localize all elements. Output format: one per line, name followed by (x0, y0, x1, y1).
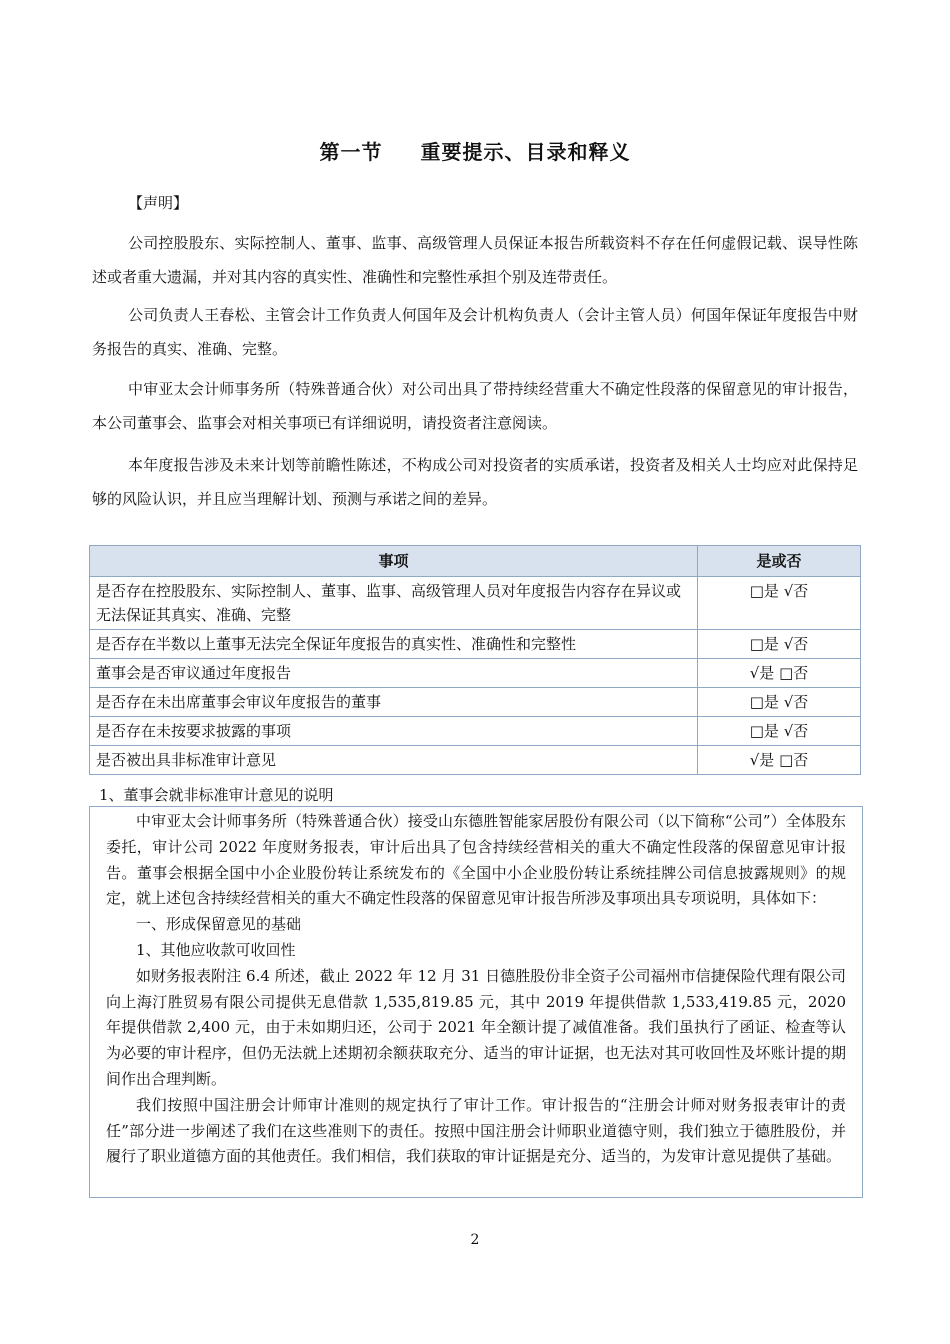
explanation-paragraph: 我们按照中国注册会计师审计准则的规定执行了审计工作。审计报告的“注册会计师对财务报表审计的责任”部分进一步阐述了我们在这些准则下的责任。按照中国注册会计师职业道德守则，我们独立于德胜股份，并履行了职业道德方面的其他责任。我们相信，我们获取的审计证据是充分、适当的，为发审计意见提供了基础。 (106, 1095, 846, 1166)
table-row (90, 659, 861, 688)
table-row (90, 630, 861, 659)
row-item: 是否存在控股股东、实际控制人、董事、监事、高级管理人员对年度报告内容存在异议或无法保证其真实、准确、完整 (90, 577, 698, 630)
row-answer: □是 √否 (698, 688, 861, 717)
explanation-label: 1、董事会就非标准审计意见的说明 (99, 786, 334, 804)
table-header-row (90, 546, 861, 577)
row-item: 是否存在未出席董事会审议年度报告的董事 (90, 688, 698, 717)
table-row (90, 688, 861, 717)
row-answer: □是 √否 (698, 630, 861, 659)
row-item: 是否被出具非标准审计意见 (90, 746, 698, 775)
declaration-paragraph: 本年度报告涉及未来计划等前瞻性陈述，不构成公司对投资者的实质承诺，投资者及相关人士均应对此保持足够的风险认识，并且应当理解计划、预测与承诺之间的差异。 (92, 456, 858, 508)
declaration-paragraph: 公司负责人王春松、主管会计工作负责人何国年及会计机构负责人（会计主管人员）何国年保证年度报告中财务报告的真实、准确、完整。 (92, 306, 858, 358)
table-row (90, 746, 861, 775)
explanation-paragraph: 中审亚太会计师事务所（特殊普通合伙）接受山东德胜智能家居股份有限公司（以下简称“公司”）全体股东委托，审计公司 2022 年度财务报表，审计后出具了包含持续经营相关的重大不确定性段落的保留意见审计报告。董事会根据全国中小企业股份转让系统发布的《全国中小企业股份转让系统挂牌公司信息披露规则》的规定，就上述包含持续经营相关的重大不确定性段落的保留意见审计报告所涉及事项出具专项说明，具体如下： (106, 812, 846, 908)
row-item: 是否存在未按要求披露的事项 (90, 717, 698, 746)
row-answer: □是 √否 (698, 577, 861, 630)
declaration-heading: 【声明】 (128, 194, 189, 212)
page-title (0, 136, 950, 165)
section-number: 第一节 (319, 140, 383, 164)
page-number: 2 (470, 1232, 480, 1248)
header-answer: 是或否 (698, 546, 861, 577)
explanation-subheading: 1、其他应收款可收回性 (136, 940, 296, 959)
explanation-box (89, 806, 863, 1198)
confirmation-table (89, 545, 861, 775)
section-name: 重要提示、目录和释义 (420, 140, 631, 164)
row-item: 董事会是否审议通过年度报告 (90, 659, 698, 688)
header-item: 事项 (90, 546, 698, 577)
table-row (90, 717, 861, 746)
row-answer: √是 □否 (698, 746, 861, 775)
row-answer: √是 □否 (698, 659, 861, 688)
explanation-paragraph: 如财务报表附注 6.4 所述，截止 2022 年 12 月 31 日德胜股份非全资子公司福州市信捷保险代理有限公司向上海汀胜贸易有限公司提供无息借款 1,535,819.85 元，其中 2019 年提供借款 1,533,419.85 元，2020 年提供借款 2,400 元，由于未如期归还，公司于 2021 年全额计提了减值准备。我们虽执行了函证、检查等认为必要的审计程序，但仍无法就上述期初余额获取充分、适当的审计证据，也无法对其可收回性及坏账计提的期间作出合理判断。 (106, 966, 846, 1088)
row-item: 是否存在半数以上董事无法完全保证年度报告的真实性、准确性和完整性 (90, 630, 698, 659)
declaration-paragraph: 中审亚太会计师事务所（特殊普通合伙）对公司出具了带持续经营重大不确定性段落的保留意见的审计报告，本公司董事会、监事会对相关事项已有详细说明，请投资者注意阅读。 (92, 380, 858, 432)
row-answer: □是 √否 (698, 717, 861, 746)
declaration-paragraph: 公司控股股东、实际控制人、董事、监事、高级管理人员保证本报告所载资料不存在任何虚假记载、误导性陈述或者重大遗漏，并对其内容的真实性、准确性和完整性承担个别及连带责任。 (92, 234, 858, 286)
table-row (90, 577, 861, 630)
explanation-subheading: 一、形成保留意见的基础 (136, 915, 302, 934)
